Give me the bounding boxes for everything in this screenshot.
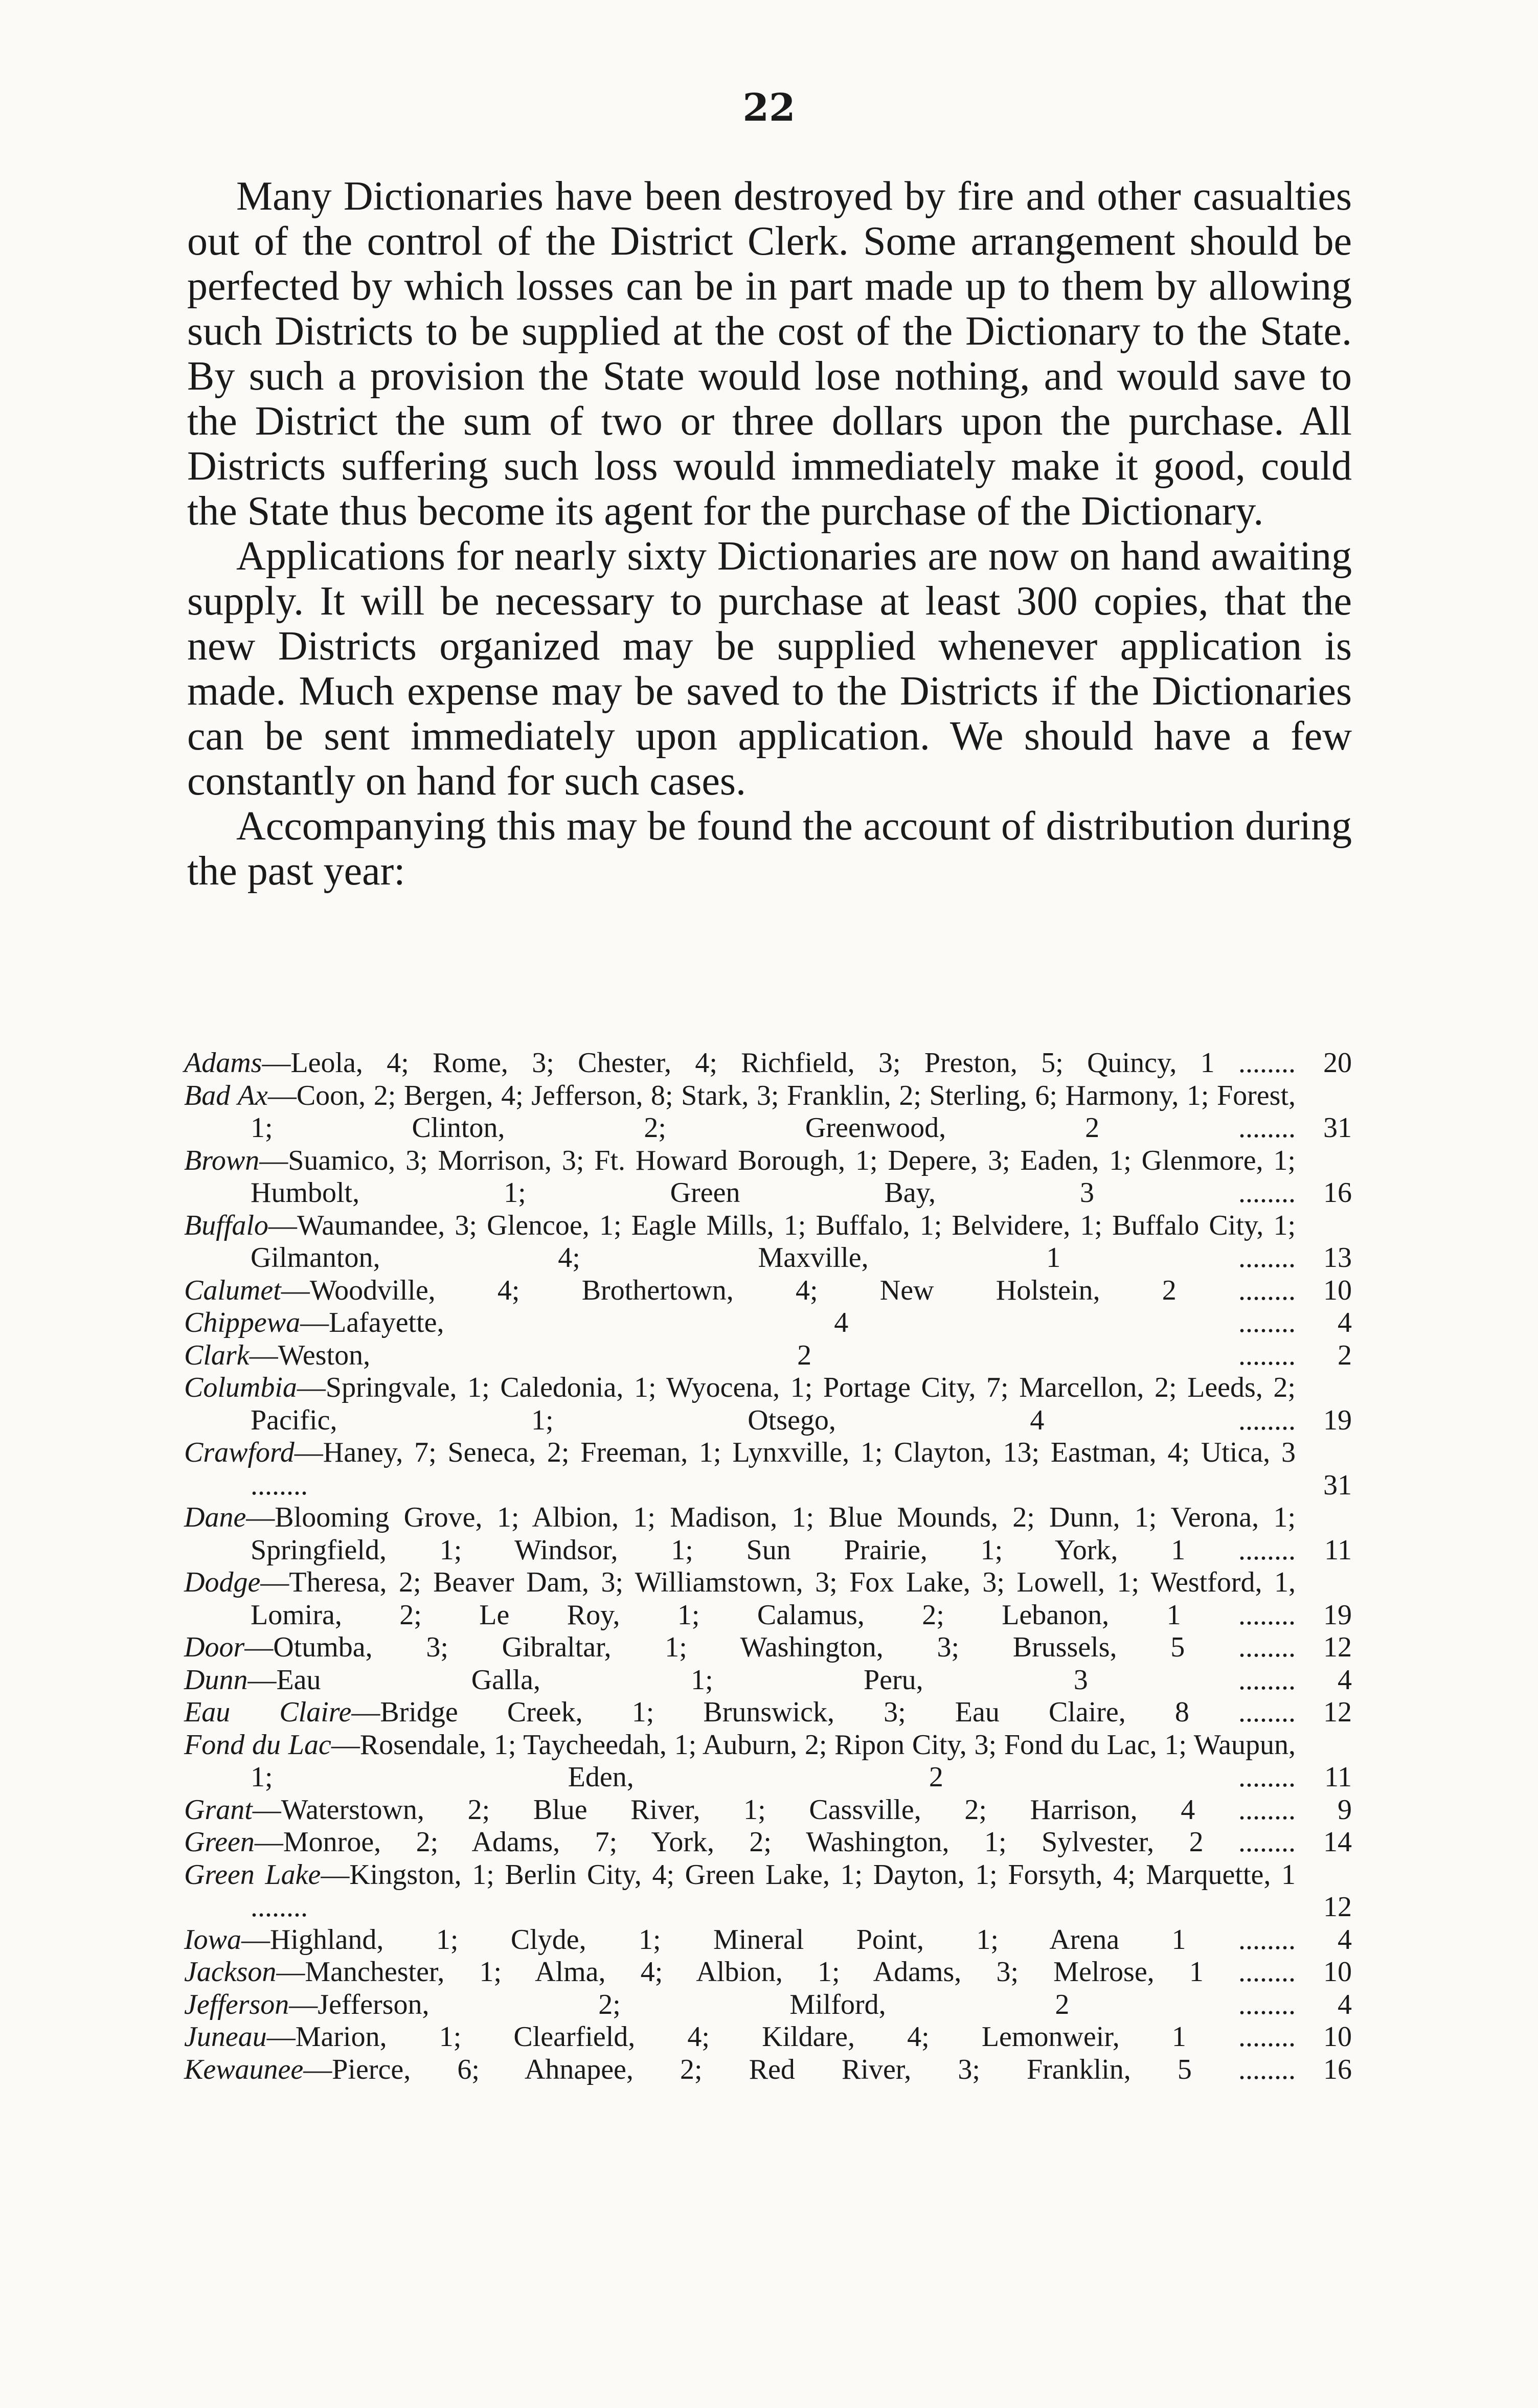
row-total: 20 <box>1323 1047 1352 1079</box>
town-list: Suamico, 3; Morrison, 3; Ft. Howard Borough, 1; Depere, 3; Eaden, 1; Glenmore, 1; Humbolt, 1; Green Bay, 3 <box>251 1144 1296 1209</box>
row-text <box>184 1729 1296 1794</box>
row-text <box>184 2053 1296 2086</box>
county-name: Green Lake <box>184 1858 321 1891</box>
em-dash: — <box>266 2021 296 2053</box>
row-total: 12 <box>1323 1696 1352 1728</box>
dot-leader: ........ <box>1069 1988 1296 2020</box>
distribution-row <box>184 1307 1352 1339</box>
row-total: 2 <box>1338 1339 1352 1371</box>
town-list: Bridge Creek, 1; Brunswick, 3; Eau Claire, 8 <box>380 1696 1189 1728</box>
dot-leader: ........ <box>1203 1826 1296 1858</box>
em-dash: — <box>260 1566 289 1598</box>
county-name: Calumet <box>184 1274 281 1306</box>
distribution-row <box>184 1859 1352 1924</box>
distribution-table <box>184 1047 1352 2086</box>
county-name: Chippewa <box>184 1307 301 1338</box>
row-total: 13 <box>1323 1242 1352 1274</box>
town-list: Monroe, 2; Adams, 7; York, 2; Washington, 1; Sylvester, 2 <box>283 1826 1204 1858</box>
distribution-row <box>184 1696 1352 1729</box>
row-text <box>184 1437 1296 1502</box>
row-text <box>184 1566 1296 1631</box>
town-list: Haney, 7; Seneca, 2; Freeman, 1; Lynxville, 1; Clayton, 13; Eastman, 4; Utica, 3 <box>323 1437 1296 1468</box>
row-text <box>184 1988 1296 2021</box>
dot-leader: ........ <box>811 1339 1296 1371</box>
town-list: Blooming Grove, 1; Albion, 1; Madison, 1; Blue Mounds, 2; Dunn, 1; Verona, 1; Springfield, 1; Windsor, 1; Sun Prairie, 1; York, 1 <box>251 1502 1296 1566</box>
distribution-row <box>184 1502 1352 1566</box>
county-name: Adams <box>184 1047 262 1079</box>
row-text <box>184 1664 1296 1697</box>
row-total: 4 <box>1338 1307 1352 1338</box>
row-text <box>184 2021 1296 2054</box>
distribution-row <box>184 1080 1352 1145</box>
row-total: 4 <box>1338 1664 1352 1696</box>
town-list: Theresa, 2; Beaver Dam, 3; Williamstown, 3; Fox Lake, 3; Lowell, 1; Westford, 1, Lomira, 2; Le Roy, 1; Calamus, 2; Lebanon, 1 <box>251 1566 1296 1631</box>
paragraph-losses: Many Dictionaries have been destroyed by fire and other casualties out of the control of the District Clerk. Some arrangement should be perfected by which losses can be in part made up to them by allowing such Districts to be supplied at the cost of the Dictionary to the State. By such a provision the State would lose nothing, and would save to the District the sum of two or three dollars upon the purchase. All Districts suffering such loss would immediately make it good, could the State thus become its agent for the purchase of the Dictionary. <box>187 174 1352 534</box>
dot-leader: ........ <box>1195 1793 1296 1826</box>
row-text <box>184 1307 1296 1339</box>
em-dash: — <box>267 1079 297 1111</box>
row-text <box>184 1047 1296 1080</box>
dot-leader: ........ <box>251 1469 308 1501</box>
dot-leader: ........ <box>1185 1631 1296 1663</box>
row-total: 16 <box>1323 1177 1352 1209</box>
town-list: Rosendale, 1; Taycheedah, 1; Auburn, 2; Ripon City, 3; Fond du Lac, 1; Waupun, 1; Eden, 2 <box>251 1729 1296 1793</box>
town-list: Springvale, 1; Caledonia, 1; Wyocena, 1; Portage City, 7; Marcellon, 2; Leeds, 2; Pacific, 1; Otsego, 4 <box>251 1372 1296 1436</box>
town-list: Coon, 2; Bergen, 4; Jefferson, 8; Stark, 3; Franklin, 2; Sterling, 6; Harmony, 1; Forest, 1; Clinton, 2; Greenwood, 2 <box>251 1079 1296 1144</box>
county-name: Grant <box>184 1793 253 1826</box>
county-name: Jefferson <box>184 1988 289 2020</box>
dot-leader: ........ <box>251 1891 308 1923</box>
dot-leader: ........ <box>1181 1599 1296 1631</box>
row-text <box>184 1858 1296 1924</box>
em-dash: — <box>254 1826 283 1858</box>
town-list: Kingston, 1; Berlin City, 4; Green Lake, 1; Dayton, 1; Forsyth, 4; Marquette, 1 <box>349 1858 1296 1891</box>
county-name: Green <box>184 1826 255 1858</box>
em-dash: — <box>244 1631 274 1663</box>
em-dash: — <box>331 1729 360 1761</box>
town-list: Woodville, 4; Brothertown, 4; New Holstein, 2 <box>309 1274 1177 1306</box>
distribution-row <box>184 2021 1352 2054</box>
county-name: Eau Claire <box>184 1696 352 1728</box>
em-dash: — <box>249 1339 278 1371</box>
page-number: 22 <box>742 86 796 130</box>
town-list: Marion, 1; Clearfield, 4; Kildare, 4; Lemonweir, 1 <box>295 2021 1186 2053</box>
county-name: Clark <box>184 1339 250 1371</box>
distribution-row <box>184 1275 1352 1307</box>
paragraph-accompanying: Accompanying this may be found the account of distribution during the past year: <box>187 804 1352 894</box>
dot-leader: ........ <box>943 1761 1296 1793</box>
county-name: Crawford <box>184 1437 295 1468</box>
em-dash: — <box>241 1923 270 1956</box>
county-name: Kewaunee <box>184 2053 304 2085</box>
county-name: Dane <box>184 1502 246 1533</box>
town-list: Pierce, 6; Ahnapee, 2; Red River, 3; Franklin, 5 <box>332 2053 1192 2085</box>
distribution-row <box>184 1956 1352 1989</box>
em-dash: — <box>297 1372 326 1403</box>
em-dash: — <box>351 1696 380 1728</box>
town-list: Leola, 4; Rome, 3; Chester, 4; Richfield, 3; Preston, 5; Quincy, 1 <box>290 1047 1215 1079</box>
row-total: 12 <box>1323 1631 1352 1663</box>
dot-leader: ........ <box>1186 2021 1296 2053</box>
dot-leader: ........ <box>1060 1242 1296 1274</box>
dot-leader: ........ <box>1203 1956 1296 1988</box>
distribution-row <box>184 1794 1352 1827</box>
row-text <box>184 1826 1296 1859</box>
county-name: Columbia <box>184 1372 297 1403</box>
distribution-row <box>184 1210 1352 1275</box>
town-list: Otumba, 3; Gibraltar, 1; Washington, 3; Brussels, 5 <box>273 1631 1185 1663</box>
em-dash: — <box>289 1988 318 2020</box>
town-list: Manchester, 1; Alma, 4; Albion, 1; Adams, 3; Melrose, 1 <box>305 1956 1204 1988</box>
em-dash: — <box>321 1858 350 1891</box>
row-text <box>184 1372 1296 1437</box>
dot-leader: ........ <box>1099 1112 1296 1144</box>
row-text <box>184 1274 1296 1307</box>
dot-leader: ........ <box>1044 1404 1296 1436</box>
em-dash: — <box>300 1307 329 1338</box>
county-name: Brown <box>184 1144 260 1176</box>
distribution-row <box>184 1047 1352 1080</box>
row-total: 12 <box>1323 1891 1352 1923</box>
em-dash: — <box>262 1047 291 1079</box>
row-total: 9 <box>1338 1793 1352 1826</box>
dot-leader: ........ <box>1186 1923 1296 1956</box>
distribution-row <box>184 1664 1352 1697</box>
distribution-row <box>184 1729 1352 1794</box>
row-text <box>184 1079 1296 1145</box>
county-name: Juneau <box>184 2021 267 2053</box>
row-total: 4 <box>1338 1923 1352 1956</box>
county-name: Buffalo <box>184 1209 268 1241</box>
row-total: 19 <box>1323 1404 1352 1436</box>
county-name: Door <box>184 1631 245 1663</box>
town-list: Lafayette, 4 <box>329 1307 849 1338</box>
distribution-row <box>184 1145 1352 1210</box>
distribution-row <box>184 1372 1352 1437</box>
row-total: 11 <box>1324 1534 1352 1566</box>
distribution-row <box>184 1826 1352 1859</box>
em-dash: — <box>246 1502 275 1533</box>
row-total: 4 <box>1338 1988 1352 2020</box>
distribution-row <box>184 1437 1352 1502</box>
county-name: Fond du Lac <box>184 1729 331 1761</box>
em-dash: — <box>259 1144 288 1176</box>
dot-leader: ........ <box>1088 1664 1296 1696</box>
row-text <box>184 1144 1296 1210</box>
distribution-row <box>184 1566 1352 1631</box>
county-name: Jackson <box>184 1956 277 1988</box>
dot-leader: ........ <box>848 1307 1296 1338</box>
dot-leader: ........ <box>1191 2053 1296 2085</box>
row-text <box>184 1696 1296 1729</box>
row-text <box>184 1631 1296 1664</box>
town-list: Weston, 2 <box>278 1339 812 1371</box>
row-text <box>184 1793 1296 1827</box>
distribution-row <box>184 1924 1352 1957</box>
row-total: 19 <box>1323 1599 1352 1631</box>
row-total: 11 <box>1324 1761 1352 1793</box>
distribution-row <box>184 1339 1352 1372</box>
row-text <box>184 1923 1296 1957</box>
row-text <box>184 1209 1296 1275</box>
town-list: Highland, 1; Clyde, 1; Mineral Point, 1; Arena 1 <box>270 1923 1186 1956</box>
em-dash: — <box>268 1209 297 1241</box>
county-name: Iowa <box>184 1923 241 1956</box>
row-total: 10 <box>1323 1956 1352 1988</box>
town-list: Jefferson, 2; Milford, 2 <box>318 1988 1070 2020</box>
row-total: 31 <box>1323 1112 1352 1144</box>
em-dash: — <box>252 1793 281 1826</box>
dot-leader: ........ <box>1185 1534 1296 1566</box>
county-name: Dodge <box>184 1566 261 1598</box>
distribution-row <box>184 1631 1352 1664</box>
dot-leader: ........ <box>1214 1047 1296 1079</box>
row-text <box>184 1502 1296 1566</box>
row-total: 31 <box>1323 1469 1352 1501</box>
dot-leader: ........ <box>1176 1274 1296 1306</box>
row-total: 10 <box>1323 2021 1352 2053</box>
em-dash: — <box>281 1274 310 1306</box>
report-text <box>187 174 1352 894</box>
row-text <box>184 1956 1296 1989</box>
distribution-row <box>184 1989 1352 2021</box>
row-total: 16 <box>1323 2053 1352 2085</box>
town-list: Eau Galla, 1; Peru, 3 <box>276 1664 1088 1696</box>
distribution-row <box>184 2054 1352 2086</box>
em-dash: — <box>247 1664 277 1696</box>
row-total: 10 <box>1323 1274 1352 1306</box>
town-list: Waterstown, 2; Blue River, 1; Cassville, 2; Harrison, 4 <box>281 1793 1195 1826</box>
dot-leader: ........ <box>1189 1696 1296 1728</box>
county-name: Bad Ax <box>184 1079 268 1111</box>
town-list: Waumandee, 3; Glencoe, 1; Eagle Mills, 1; Buffalo, 1; Belvidere, 1; Buffalo City, 1; Gilmanton, 4; Maxville, 1 <box>251 1209 1296 1274</box>
em-dash: — <box>303 2053 332 2085</box>
county-name: Dunn <box>184 1664 248 1696</box>
paragraph-applications: Applications for nearly sixty Dictionaries are now on hand awaiting supply. It will be necessary to purchase at least 300 copies, that the new Districts organized may be supplied whenever application is made. Much expense may be saved to the Districts if the Dictionaries can be sent immediately upon application. We should have a few constantly on hand for such cases. <box>187 534 1352 804</box>
row-total: 14 <box>1323 1826 1352 1858</box>
row-text <box>184 1339 1296 1372</box>
em-dash: — <box>294 1437 323 1468</box>
dot-leader: ........ <box>1094 1177 1296 1209</box>
em-dash: — <box>276 1956 305 1988</box>
